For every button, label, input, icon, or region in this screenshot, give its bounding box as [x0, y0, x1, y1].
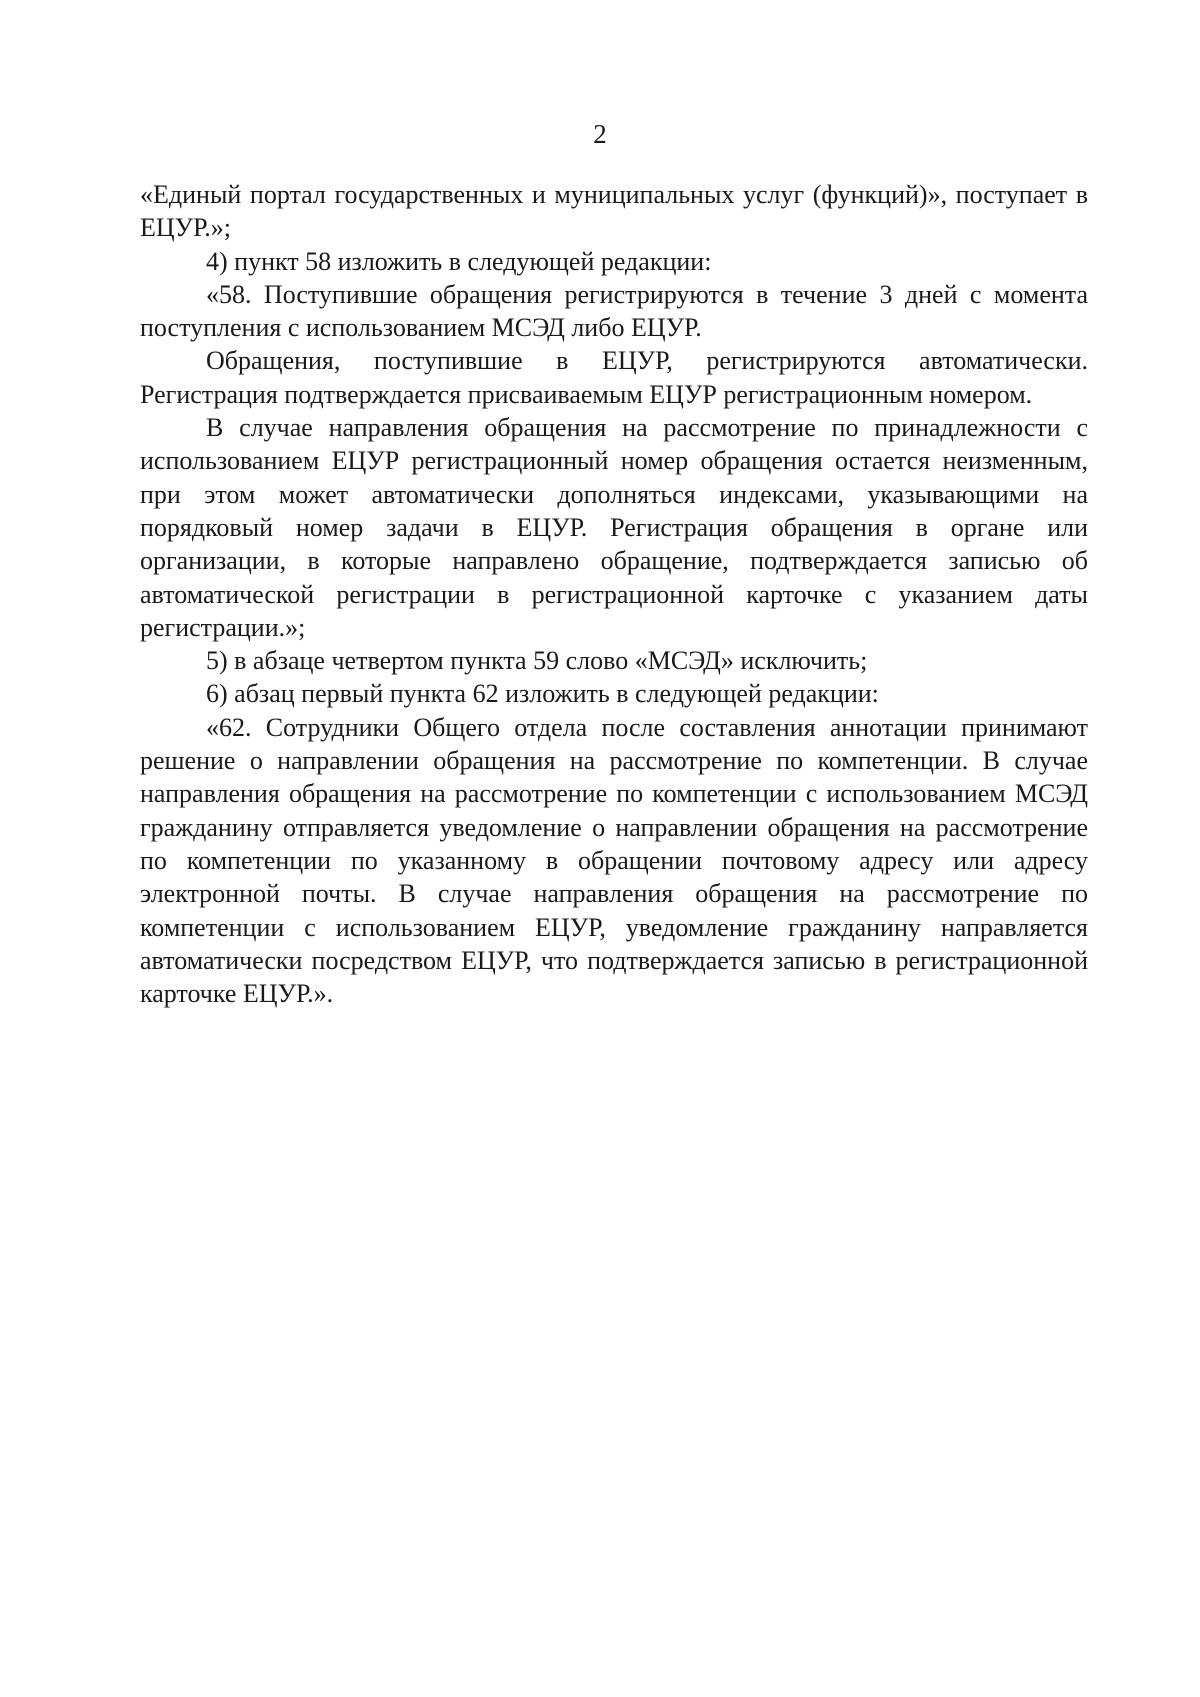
- paragraph-continuation: «Единый портал государственных и муниципальных услуг (функций)», поступает в ЕЦУР.»;: [140, 180, 1088, 243]
- paragraph-clause-58: «58. Поступившие обращения регистрируются в течение 3 дней с момента поступления с использованием МСЭД либо ЕЦУР.: [140, 279, 1088, 343]
- paragraph-clause-58-auto-registration: Обращения, поступившие в ЕЦУР, регистрируются автоматически. Регистрация подтверждается присваиваемым ЕЦУР регистрационным номером.: [140, 346, 1088, 409]
- paragraph-item-4: 4) пункт 58 изложить в следующей редакции:: [206, 246, 712, 276]
- paragraph-clause-58-forwarding: В случае направления обращения на рассмотрение по принадлежности с использованием ЕЦУР регистрационный номер обращения остается неизменным, при этом может автоматически дополняться индексами, указывающими на порядковый номер задачи в ЕЦУР. Регистрация обращения в органе или организации, в которые направлено обращение, подтверждается записью об автоматической регистрации в регистрационной карточке с указанием даты регистрации.»;: [140, 413, 1088, 642]
- document-body: [140, 178, 1088, 1010]
- paragraph-item-6: 6) абзац первый пункта 62 изложить в следующей редакции:: [206, 679, 879, 709]
- paragraph-clause-62: «62. Сотрудники Общего отдела после составления аннотации принимают решение о направлении обращения на рассмотрение по компетенции. В случае направления обращения на рассмотрение по компетенции с использованием МСЭД гражданину отправляется уведомление о направлении обращения на рассмотрение по компетенции по указанному в обращении почтовому адресу или адресу электронной почты. В случае направления обращения на рассмотрение по компетенции с использованием ЕЦУР, уведомление гражданину направляется автоматически посредством ЕЦУР, что подтверждается записью в регистрационной карточке ЕЦУР.».: [140, 712, 1088, 1009]
- page-number: 2: [593, 119, 607, 149]
- paragraph-item-5: 5) в абзаце четвертом пункта 59 слово «МСЭД» исключить;: [206, 646, 868, 676]
